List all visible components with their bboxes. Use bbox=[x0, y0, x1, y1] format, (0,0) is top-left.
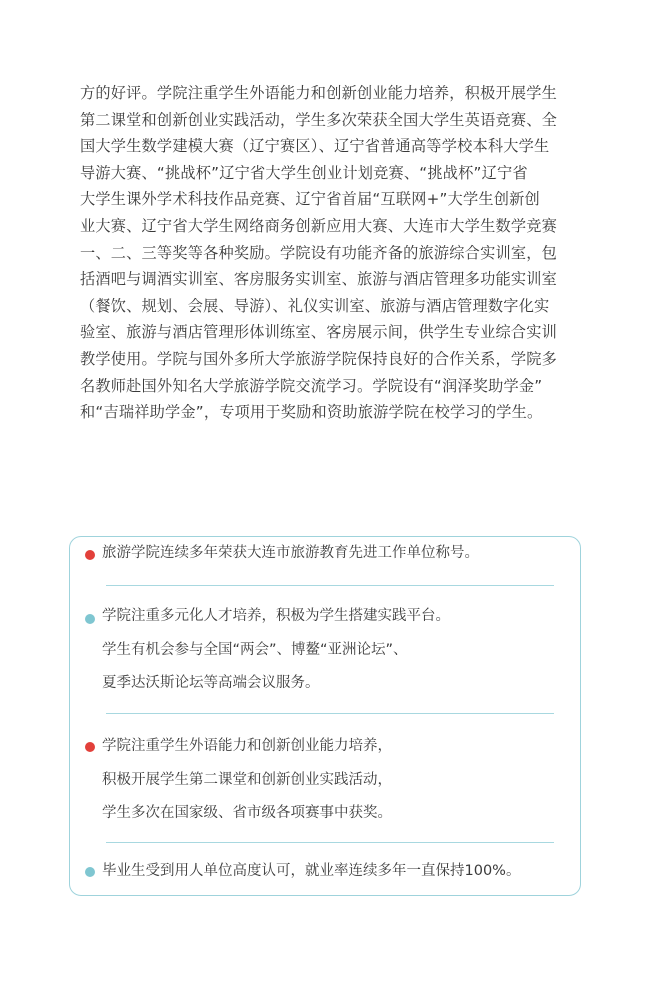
divider bbox=[106, 842, 554, 843]
paragraph-line: 大学生课外学术科技作品竞赛、辽宁省首届“互联网+”大学生创新创 bbox=[80, 190, 540, 209]
teal-bullet-icon bbox=[85, 614, 95, 624]
paragraph-line: 验室、旅游与酒店管理形体训练室、客房展示间，供学生专业综合实训 bbox=[80, 323, 558, 342]
paragraph-line: 第二课堂和创新创业实践活动，学生多次荣获全国大学生英语竞赛、全 bbox=[80, 110, 558, 129]
body-paragraph bbox=[80, 80, 580, 426]
highlight-line: 学院注重多元化人才培养，积极为学生搭建实践平台。 bbox=[102, 608, 450, 624]
paragraph-line: 括酒吧与调酒实训室、客房服务实训室、旅游与酒店管理多功能实训室 bbox=[80, 270, 558, 289]
divider bbox=[106, 585, 554, 586]
highlight-line: 夏季达沃斯论坛等高端会议服务。 bbox=[102, 675, 320, 691]
red-bullet-icon bbox=[85, 550, 95, 560]
divider bbox=[106, 713, 554, 714]
highlight-text bbox=[102, 855, 520, 889]
highlights-box bbox=[69, 536, 581, 896]
highlight-text bbox=[102, 537, 479, 571]
paragraph-line: 国大学生数学建模大赛（辽宁赛区）、辽宁省普通高等学校本科大学生 bbox=[80, 137, 550, 156]
paragraph-line: 教学使用。学院与国外多所大学旅游学院保持良好的合作关系，学院多 bbox=[80, 349, 558, 368]
red-bullet-icon bbox=[85, 742, 95, 752]
highlight-line: 学生有机会参与全国“两会”、博鳌“亚洲论坛”、 bbox=[102, 641, 408, 658]
paragraph-line: 方的好评。学院注重学生外语能力和创新创业能力培养，积极开展学生 bbox=[80, 84, 558, 102]
highlight-line: 积极开展学生第二课堂和创新创业实践活动， bbox=[102, 771, 392, 788]
highlight-line: 旅游学院连续多年荣获大连市旅游教育先进工作单位称号。 bbox=[102, 545, 479, 561]
paragraph-line: 和“吉瑞祥助学金”，专项用于奖励和资助旅游学院在校学习的学生。 bbox=[80, 403, 543, 422]
highlight-line: 学生多次在国家级、省市级各项赛事中获奖。 bbox=[102, 805, 392, 821]
paragraph-line: 一、二、三等奖等各种奖励。学院设有功能齐备的旅游综合实训室，包 bbox=[80, 243, 558, 262]
teal-bullet-icon bbox=[85, 867, 95, 877]
highlight-line: 学院注重学生外语能力和创新创业能力培养， bbox=[102, 738, 392, 754]
paragraph-line: 导游大赛、“挑战杯”辽宁省大学生创业计划竞赛、“挑战杯”辽宁省 bbox=[80, 163, 528, 182]
highlight-line: 毕业生受到用人单位高度认可，就业率连续多年一直保持100%。 bbox=[102, 863, 521, 879]
highlight-text bbox=[102, 730, 392, 831]
highlight-text bbox=[102, 600, 450, 701]
paragraph-line: 业大赛、辽宁省大学生网络商务创新应用大赛、大连市大学生数学竞赛 bbox=[80, 216, 558, 235]
paragraph-line: 名教师赴国外知名大学旅游学院交流学习。学院设有“润泽奖助学金” bbox=[80, 376, 543, 395]
paragraph-line: （餐饮、规划、会展、导游）、礼仪实训室、旅游与酒店管理数字化实 bbox=[80, 296, 550, 315]
